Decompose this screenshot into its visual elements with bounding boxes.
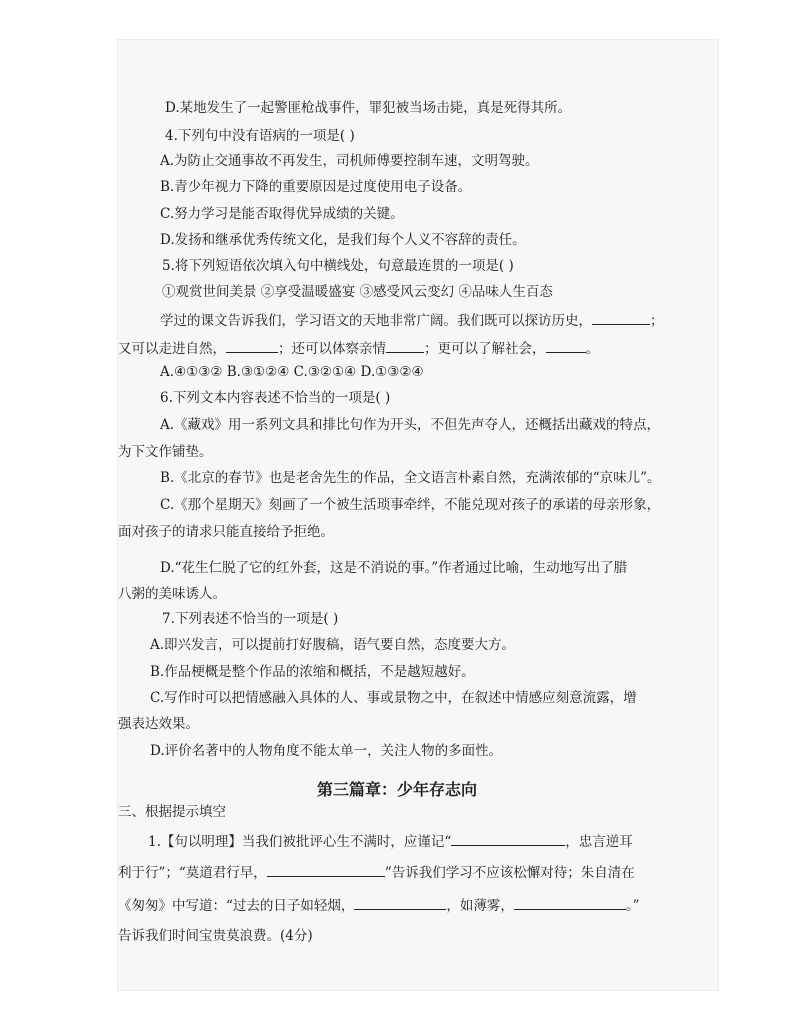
q6-option-c-line-1: C.《那个星期天》刻画了一个被生活琐事牵绊，不能兑现对孩子的承诺的母亲形象， <box>160 497 661 513</box>
q7-option-d: D.评价名著中的人物角度不能太单一，关注人物的多面性。 <box>150 743 503 759</box>
q4-option-a: A.为防止交通事故不再发生，司机师傅要控制车速，文明驾驶。 <box>160 153 539 169</box>
q5-passage-line-1 <box>160 310 664 330</box>
q5-passage-text-b: ；还可以体察亲情 <box>278 341 386 357</box>
q5-options: A.④①③② B.③①②④ C.③②①④ D.①③②④ <box>160 364 424 380</box>
section-3-line-1-text-a: 1.【句以明理】当我们被批评心生不满时，应谨记“ <box>148 834 452 850</box>
section-3-line-3-text-b: ，如薄雾， <box>446 898 514 914</box>
section-3-line-1-text-b: ，忠言逆耳 <box>565 834 633 850</box>
q3-option-d: D.某地发生了一起警匪枪战事件，罪犯被当场击毙，真是死得其所。 <box>165 100 572 116</box>
q6-stem: 6.下列文本内容表述不恰当的一项是( ) <box>160 390 391 406</box>
section-3-line-2-text-a: 利于行”；“莫道君行早， <box>118 865 267 881</box>
section-3-title: 三、根据提示填空 <box>118 804 226 820</box>
fill-blank-4[interactable] <box>514 895 626 910</box>
q7-option-c-line-2: 强表达效果。 <box>118 716 199 732</box>
q5-blank-4[interactable] <box>546 338 586 353</box>
section-3-line-3-text-a: 《匆匆》中写道：“过去的日子如轻烟， <box>118 898 355 914</box>
q5-passage-text-end: ； <box>650 313 664 329</box>
q4-option-c: C.努力学习是能否取得优异成绩的关键。 <box>160 206 404 222</box>
chapter-title: 第三篇章：少年存志向 <box>316 780 477 799</box>
q5-phrases: ①观赏世间美景 ②享受温暖盛宴 ③感受风云变幻 ④品味人生百态 <box>162 284 553 300</box>
q7-option-a: A.即兴发言，可以提前打好腹稿，语气要自然，态度要大方。 <box>150 637 516 653</box>
q5-passage-text-a: 又可以走进自然， <box>118 341 226 357</box>
q5-blank-1[interactable] <box>592 310 650 325</box>
q4-option-d: D.发扬和继承优秀传统文化，是我们每个人义不容辞的责任。 <box>160 232 526 248</box>
q6-option-c-line-2: 面对孩子的请求只能直接给予拒绝。 <box>118 524 334 540</box>
fill-blank-3[interactable] <box>354 895 446 910</box>
section-3-line-4: 告诉我们时间宝贵莫浪费。(4分) <box>118 928 313 944</box>
q5-passage-text-c: ；更可以了解社会， <box>424 341 546 357</box>
q5-passage-text: 学过的课文告诉我们，学习语文的天地非常广阔。我们既可以探访历史， <box>160 313 592 329</box>
q7-option-c-line-1: C.写作时可以把情感融入具体的人、事或景物之中，在叙述中情感应刻意流露，增 <box>150 690 637 706</box>
q4-stem: 4.下列句中没有语病的一项是( ) <box>165 128 355 144</box>
q6-option-b: B.《北京的春节》也是老舍先生的作品，全文语言朴素自然，充满浓郁的“京味儿”。 <box>160 470 661 486</box>
q5-passage-text-d: 。 <box>585 341 599 357</box>
section-3-line-3-text-c: 。” <box>625 898 640 914</box>
q6-option-d-line-1: D.“花生仁脱了它的红外套，这是不消说的事。”作者通过比喻，生动地写出了腊 <box>160 560 628 576</box>
q5-stem: 5.将下列短语依次填入句中横线处，句意最连贯的一项是( ) <box>162 258 514 274</box>
q5-passage-line-2 <box>118 338 599 358</box>
q7-stem: 7.下列表述不恰当的一项是( ) <box>162 611 339 627</box>
q6-option-d-line-2: 八粥的美味诱人。 <box>118 586 226 602</box>
section-3-line-2-text-b: ”告诉我们学习不应该松懈对待；朱自清在 <box>384 865 635 881</box>
fill-blank-1[interactable] <box>451 831 565 846</box>
q4-option-b: B.青少年视力下降的重要原因是过度使用电子设备。 <box>160 179 472 195</box>
q6-option-a-line-1: A.《藏戏》用一系列文具和排比句作为开头，不但先声夺人，还概括出藏戏的特点， <box>160 417 661 433</box>
q7-option-b: B.作品梗概是整个作品的浓缩和概括，不是越短越好。 <box>150 664 475 680</box>
q5-blank-3[interactable] <box>386 338 424 353</box>
q6-option-a-line-2: 为下文作铺垫。 <box>118 444 213 460</box>
section-3-line-1 <box>148 831 633 851</box>
section-3-line-3 <box>118 895 640 915</box>
fill-blank-2[interactable] <box>267 862 385 877</box>
section-3-line-2 <box>118 862 635 882</box>
q5-blank-2[interactable] <box>226 338 278 353</box>
